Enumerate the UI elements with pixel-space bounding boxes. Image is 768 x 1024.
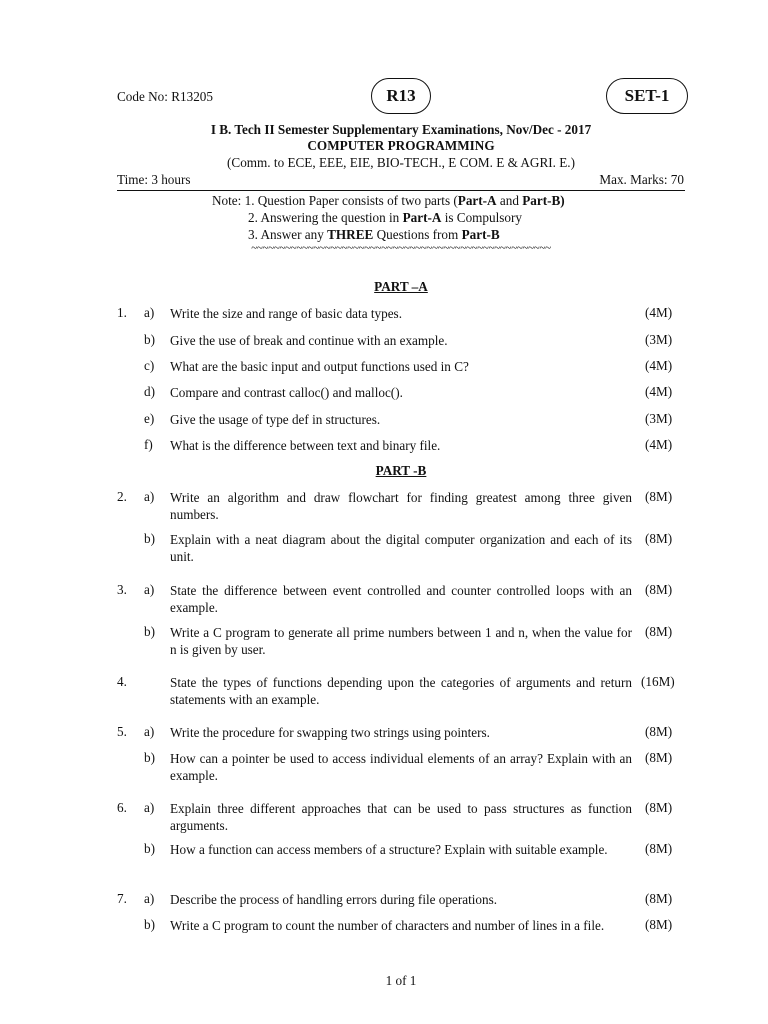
page-number: 1 of 1: [385, 973, 417, 988]
part-b-title: PART -B: [375, 463, 427, 478]
sub-label: b): [144, 917, 155, 932]
sub-label: a): [144, 305, 155, 320]
sub-label: a): [144, 891, 155, 906]
marks: (3M): [645, 332, 673, 347]
note-2-part-a: Part-A: [402, 210, 442, 225]
note-line-3: [248, 227, 500, 243]
marks: (4M): [645, 358, 673, 373]
question-number: 1.: [117, 305, 127, 320]
marks: (8M): [645, 582, 673, 597]
question-number: 3.: [117, 582, 127, 597]
marks: (8M): [645, 917, 673, 932]
question-text: What are the basic input and output functions used in C?: [170, 359, 469, 374]
note-3-mid: Questions from: [373, 227, 462, 242]
marks: (8M): [645, 891, 673, 906]
sub-label: a): [144, 582, 155, 597]
note-1-mid: and: [496, 193, 523, 208]
question-number: 6.: [117, 800, 127, 815]
subject-title: COMPUTER PROGRAMMING: [307, 138, 495, 153]
note-2-post: is Compulsory: [441, 210, 522, 225]
question-text: How a function can access members of a structure? Explain with suitable example.: [170, 842, 608, 857]
marks: (4M): [645, 384, 673, 399]
max-marks-label: Max. Marks: 70: [599, 172, 684, 187]
exam-title: I B. Tech II Semester Supplementary Examinations, Nov/Dec - 2017: [210, 122, 592, 137]
sub-label: b): [144, 841, 155, 856]
question-text: Explain with a neat diagram about the digital computer organization and each of its unit.: [170, 532, 632, 564]
set-badge: SET-1: [606, 78, 688, 114]
header-rule: [117, 190, 685, 191]
note-1-pre: Note: 1. Question Paper consists of two parts (: [212, 193, 458, 208]
marks: (3M): [645, 411, 673, 426]
marks: (16M): [641, 674, 675, 689]
question-number: 4.: [117, 674, 127, 689]
marks: (4M): [645, 437, 673, 452]
question-text: Explain three different approaches that can be used to pass structures as function arguments.: [170, 801, 632, 833]
marks: (8M): [645, 750, 673, 765]
marks: (8M): [645, 531, 673, 546]
regulation-badge: R13: [371, 78, 431, 114]
sub-label: b): [144, 332, 155, 347]
code-number: Code No: R13205: [117, 89, 213, 104]
sub-label: f): [144, 437, 153, 452]
question-text: Describe the process of handling errors during file operations.: [170, 892, 498, 907]
time-label: Time: 3 hours: [117, 172, 191, 187]
question-number: 2.: [117, 489, 127, 504]
question-text: State the difference between event controlled and counter controlled loops with an example.: [170, 583, 632, 615]
question-text: State the types of functions depending upon the categories of arguments and return statements with an example.: [170, 675, 632, 707]
question-text: Give the use of break and continue with an example.: [170, 333, 448, 348]
question-text: Give the usage of type def in structures.: [170, 412, 381, 427]
sub-label: a): [144, 489, 155, 504]
question-text: Write the size and range of basic data types.: [170, 306, 402, 321]
question-number: 5.: [117, 724, 127, 739]
question-text: Write an algorithm and draw flowchart for finding greatest among three given numbers.: [170, 490, 632, 522]
sub-label: b): [144, 531, 155, 546]
question-number: 7.: [117, 891, 127, 906]
question-text: What is the difference between text and binary file.: [170, 438, 441, 453]
note-line-2: [248, 210, 522, 226]
question-text: Write a C program to generate all prime numbers between 1 and n, when the value for n is given by user.: [170, 625, 632, 657]
marks: (8M): [645, 841, 673, 856]
marks: (8M): [645, 489, 673, 504]
question-text: Write a C program to count the number of characters and number of lines in a file.: [170, 918, 605, 933]
sub-label: a): [144, 724, 155, 739]
question-text: How can a pointer be used to access individual elements of an array? Explain with an example.: [170, 751, 632, 783]
marks: (8M): [645, 724, 673, 739]
sub-label: b): [144, 750, 155, 765]
note-2-pre: 2. Answering the question in: [248, 210, 403, 225]
sub-label: d): [144, 384, 155, 399]
note-3-pre: 3. Answer any: [248, 227, 328, 242]
note-3-part-b: Part-B: [461, 227, 500, 242]
note-1-part-a: Part-A: [457, 193, 497, 208]
note-1-part-b: Part-B): [522, 193, 565, 208]
sub-label: a): [144, 800, 155, 815]
question-text: Write the procedure for swapping two strings using pointers.: [170, 725, 490, 740]
part-a-title: PART –A: [374, 279, 428, 294]
marks: (4M): [645, 305, 673, 320]
note-line-1: [212, 193, 565, 209]
note-3-three: THREE: [327, 227, 374, 242]
marks: (8M): [645, 624, 673, 639]
sub-label: e): [144, 411, 155, 426]
question-text: Compare and contrast calloc() and malloc().: [170, 385, 403, 400]
sub-label: c): [144, 358, 155, 373]
branches: (Comm. to ECE, EEE, EIE, BIO-TECH., E COM. E & AGRI. E.): [227, 155, 575, 170]
marks: (8M): [645, 800, 673, 815]
sub-label: b): [144, 624, 155, 639]
tilde-divider: ~~~~~~~~~~~~~~~~~~~~~~~~~~~~~~~~~~~~~~~~~~~~~~~~~~~~~: [251, 242, 551, 254]
